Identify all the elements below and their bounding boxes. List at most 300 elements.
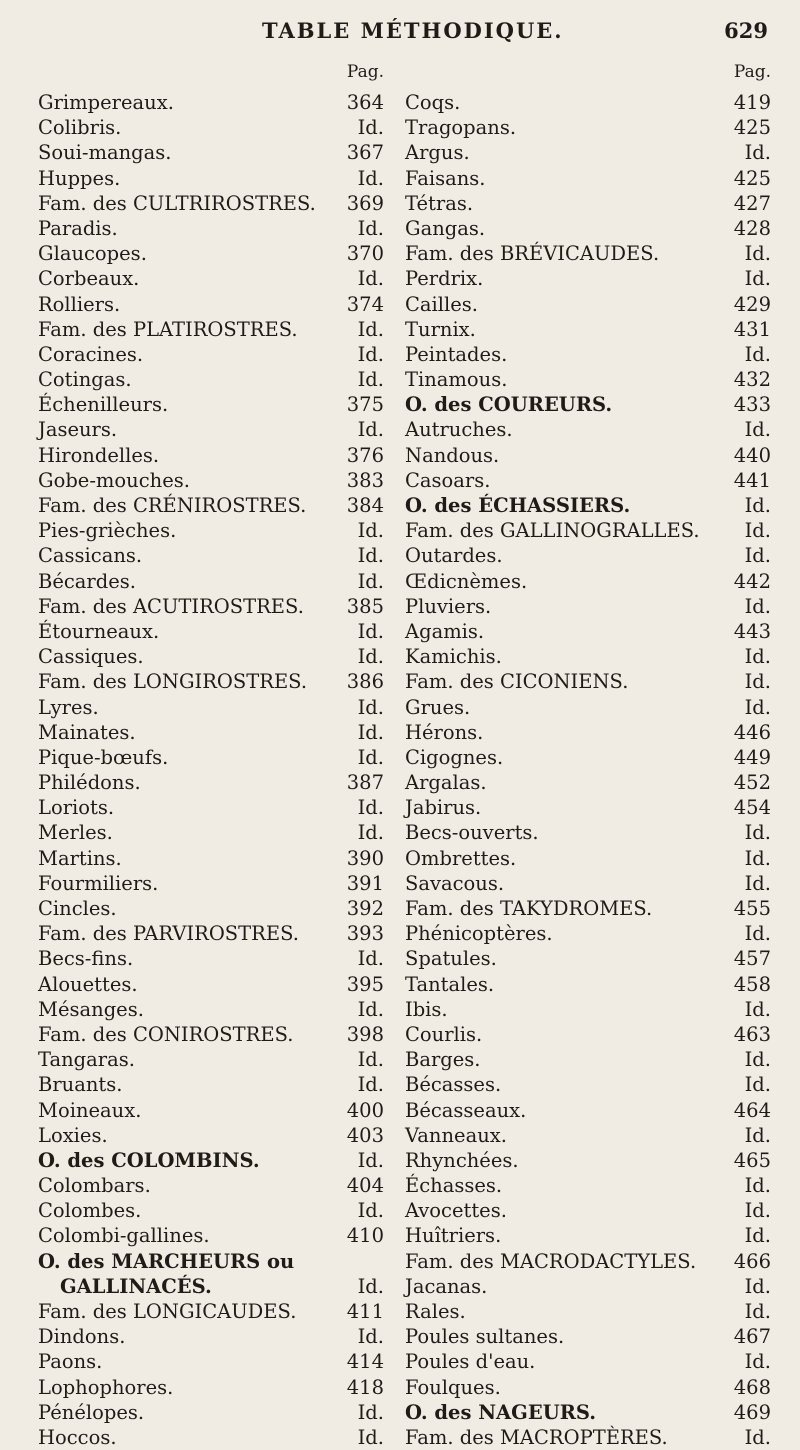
entry-name: Colibris. bbox=[38, 116, 122, 140]
index-entry bbox=[405, 669, 775, 694]
index-entry bbox=[405, 115, 775, 140]
entry-page: Id. bbox=[357, 569, 384, 593]
index-entry bbox=[405, 972, 775, 997]
entry-name: Glaucopes. bbox=[38, 242, 147, 266]
entry-page: Id. bbox=[744, 821, 771, 845]
entry-name: Gangas. bbox=[405, 216, 486, 240]
entry-name: Becs-ouverts. bbox=[405, 821, 539, 845]
index-entry bbox=[38, 1299, 388, 1324]
index-entry bbox=[38, 997, 388, 1022]
index-entry bbox=[38, 292, 388, 317]
entry-name: Pies-grièches. bbox=[38, 519, 177, 543]
entry-name: Autruches. bbox=[405, 418, 513, 442]
index-entry bbox=[38, 946, 388, 971]
entry-name: Kamichis. bbox=[405, 645, 502, 669]
index-entry bbox=[405, 921, 775, 946]
index-entry bbox=[38, 896, 388, 921]
entry-page: 419 bbox=[733, 91, 771, 114]
entry-page: 431 bbox=[733, 317, 771, 341]
entry-name: Tinamous. bbox=[405, 368, 508, 392]
entry-name: Cassicans. bbox=[38, 544, 143, 568]
entry-name: Fam. des BRÉVICAUDES. bbox=[405, 242, 660, 266]
index-entry bbox=[405, 1299, 775, 1324]
index-entry bbox=[38, 1249, 388, 1274]
index-entry bbox=[405, 468, 775, 493]
entry-page: 458 bbox=[733, 972, 771, 996]
entry-name: Gobe-mouches. bbox=[38, 468, 190, 492]
entry-page: Id. bbox=[744, 846, 771, 870]
pag-label: Pag. bbox=[346, 62, 384, 82]
entry-page: Id. bbox=[744, 1300, 771, 1323]
index-entry bbox=[405, 1425, 775, 1450]
index-entry bbox=[38, 468, 388, 493]
entry-name: Corbeaux. bbox=[38, 267, 140, 291]
entry-page: 395 bbox=[346, 972, 384, 996]
index-entry bbox=[405, 569, 775, 594]
entry-name: O. des MARCHEURS ou bbox=[38, 1249, 295, 1273]
entry-name: Nandous. bbox=[405, 443, 500, 467]
entry-name: Fam. des CRÉNIROSTRES. bbox=[38, 494, 307, 517]
entry-page: 468 bbox=[733, 1375, 771, 1399]
entry-page: Id. bbox=[744, 695, 771, 719]
entry-page: 404 bbox=[346, 1174, 384, 1198]
entry-page: 367 bbox=[346, 141, 384, 165]
entry-name: Poules sultanes. bbox=[405, 1325, 565, 1349]
index-entry bbox=[38, 266, 388, 291]
index-entry bbox=[38, 1047, 388, 1072]
entry-name: Martins. bbox=[38, 846, 122, 870]
entry-name: Colombars. bbox=[38, 1174, 151, 1198]
index-entry bbox=[405, 392, 775, 417]
index-entry bbox=[405, 1123, 775, 1148]
index-entry bbox=[405, 367, 775, 392]
entry-name: Cincles. bbox=[38, 897, 117, 920]
entry-page: 370 bbox=[346, 242, 384, 266]
entry-name: Bécardes. bbox=[38, 569, 136, 593]
entry-page: Id. bbox=[357, 216, 384, 240]
entry-page: Id. bbox=[744, 141, 771, 165]
entry-name: Mainates. bbox=[38, 720, 136, 744]
entry-name: Lyres. bbox=[38, 695, 99, 719]
entry-page: 429 bbox=[733, 292, 771, 316]
entry-page: Id. bbox=[357, 720, 384, 744]
entry-name: Grimpereaux. bbox=[38, 91, 174, 114]
entry-name: Argus. bbox=[405, 141, 470, 165]
index-entry bbox=[405, 795, 775, 820]
entry-name: Rales. bbox=[405, 1300, 466, 1323]
entry-name: Courlis. bbox=[405, 1022, 483, 1046]
entry-name: Étourneaux. bbox=[38, 619, 160, 643]
index-entry bbox=[38, 569, 388, 594]
index-entry bbox=[38, 191, 388, 216]
entry-page: 403 bbox=[346, 1123, 384, 1147]
entry-page: 457 bbox=[733, 947, 771, 971]
entry-page: Id. bbox=[357, 1325, 384, 1349]
entry-name: O. des ÉCHASSIERS. bbox=[405, 494, 631, 517]
entry-name: Peintades. bbox=[405, 342, 508, 366]
index-entry bbox=[38, 972, 388, 997]
index-entry bbox=[38, 317, 388, 342]
entry-name: Hérons. bbox=[405, 720, 484, 744]
entry-page: 374 bbox=[346, 292, 384, 316]
entry-page: 418 bbox=[346, 1375, 384, 1399]
entry-page: Id. bbox=[357, 947, 384, 971]
entry-name: Bécasseaux. bbox=[405, 1098, 527, 1122]
entry-page: 383 bbox=[346, 468, 384, 492]
entry-page: 425 bbox=[733, 116, 771, 140]
index-entry bbox=[38, 1148, 388, 1173]
index-entry bbox=[405, 619, 775, 644]
index-entry bbox=[38, 921, 388, 946]
entry-page: Id. bbox=[744, 1174, 771, 1198]
entry-page: Id. bbox=[357, 821, 384, 845]
entry-name: Jabirus. bbox=[405, 796, 482, 820]
index-entry bbox=[38, 1173, 388, 1198]
entry-page: Id. bbox=[744, 1224, 771, 1248]
index-entry bbox=[38, 493, 388, 518]
entry-name: Fam. des MACROPTÈRES. bbox=[405, 1425, 668, 1449]
entry-page: Id. bbox=[357, 166, 384, 190]
index-entry bbox=[38, 770, 388, 795]
entry-page: Id. bbox=[357, 116, 384, 140]
entry-page: 425 bbox=[733, 166, 771, 190]
index-entry bbox=[405, 594, 775, 619]
index-entry bbox=[405, 1349, 775, 1374]
entry-name: Tangaras. bbox=[38, 1048, 135, 1072]
index-entry bbox=[405, 216, 775, 241]
index-entry bbox=[405, 1098, 775, 1123]
entry-page: Id. bbox=[744, 418, 771, 442]
entry-name: Vanneaux. bbox=[405, 1123, 507, 1147]
entry-page: Id. bbox=[744, 670, 771, 694]
entry-page: 440 bbox=[733, 443, 771, 467]
entry-page: 376 bbox=[346, 443, 384, 467]
entry-name: Turnix. bbox=[405, 317, 476, 341]
entry-name: Fam. des LONGICAUDES. bbox=[38, 1300, 297, 1323]
entry-page: 410 bbox=[346, 1224, 384, 1248]
entry-name: Spatules. bbox=[405, 947, 497, 971]
entry-name: Coracines. bbox=[38, 342, 144, 366]
index-entry bbox=[38, 443, 388, 468]
index-entry bbox=[38, 871, 388, 896]
index-entry bbox=[405, 1324, 775, 1349]
entry-page: Id. bbox=[744, 342, 771, 366]
entry-page: 375 bbox=[346, 393, 384, 417]
index-entry bbox=[38, 846, 388, 871]
index-entry bbox=[38, 417, 388, 442]
index-entry bbox=[405, 644, 775, 669]
entry-page: 466 bbox=[733, 1249, 771, 1273]
entry-page: 449 bbox=[733, 745, 771, 769]
index-entry bbox=[38, 241, 388, 266]
right-entry-list bbox=[405, 90, 775, 1450]
index-entry bbox=[38, 1400, 388, 1425]
page-header bbox=[0, 18, 800, 48]
entry-page: 463 bbox=[733, 1022, 771, 1046]
index-entry bbox=[405, 342, 775, 367]
entry-name: Jacanas. bbox=[405, 1274, 488, 1298]
entry-page: Id. bbox=[744, 645, 771, 669]
entry-name: Fam. des CONIROSTRES. bbox=[38, 1022, 294, 1046]
index-entry bbox=[38, 115, 388, 140]
index-entry bbox=[405, 1047, 775, 1072]
entry-page: 446 bbox=[733, 720, 771, 744]
index-entry bbox=[38, 619, 388, 644]
entry-page: Id. bbox=[357, 267, 384, 291]
index-entry bbox=[405, 518, 775, 543]
entry-name: Fam. des MACRODACTYLES. bbox=[405, 1249, 697, 1273]
index-entry bbox=[405, 543, 775, 568]
index-entry bbox=[38, 644, 388, 669]
entry-name: Alouettes. bbox=[38, 972, 138, 996]
entry-page: 432 bbox=[733, 368, 771, 392]
entry-name: Fam. des PARVIROSTRES. bbox=[38, 922, 299, 946]
entry-page: Id. bbox=[357, 1274, 384, 1298]
index-entry bbox=[38, 669, 388, 694]
entry-page: 386 bbox=[346, 670, 384, 694]
index-entry bbox=[38, 140, 388, 165]
entry-page: Id. bbox=[357, 1048, 384, 1072]
index-entry bbox=[405, 1022, 775, 1047]
index-entry bbox=[38, 518, 388, 543]
index-entry bbox=[38, 543, 388, 568]
index-entry bbox=[405, 1173, 775, 1198]
index-entry bbox=[405, 317, 775, 342]
index-entry bbox=[405, 695, 775, 720]
entry-page: Id. bbox=[357, 1425, 384, 1449]
entry-page: Id. bbox=[357, 317, 384, 341]
entry-name: Pique-bœufs. bbox=[38, 745, 169, 769]
entry-name: Fam. des LONGIROSTRES. bbox=[38, 670, 308, 694]
index-entry bbox=[38, 166, 388, 191]
entry-name: Fam. des CULTRIROSTRES. bbox=[38, 191, 316, 215]
entry-name: Œdicnèmes. bbox=[405, 569, 528, 593]
entry-name: GALLINACÉS. bbox=[60, 1274, 212, 1298]
index-entry bbox=[38, 1324, 388, 1349]
index-entry bbox=[405, 493, 775, 518]
entry-page: Id. bbox=[744, 1350, 771, 1374]
entry-page: Id. bbox=[744, 997, 771, 1021]
entry-name: Colombes. bbox=[38, 1199, 142, 1223]
entry-page: 393 bbox=[346, 922, 384, 946]
entry-page: Id. bbox=[357, 1148, 384, 1172]
entry-page: 454 bbox=[733, 796, 771, 820]
index-entry bbox=[405, 720, 775, 745]
index-entry bbox=[38, 1123, 388, 1148]
entry-name: Huppes. bbox=[38, 166, 121, 190]
entry-page: Id. bbox=[357, 1199, 384, 1223]
entry-page: Id. bbox=[744, 519, 771, 543]
pag-label: Pag. bbox=[733, 62, 771, 82]
entry-name: Cassiques. bbox=[38, 645, 144, 669]
entry-page: 414 bbox=[346, 1350, 384, 1374]
entry-name: Moineaux. bbox=[38, 1098, 142, 1122]
entry-name: Merles. bbox=[38, 821, 113, 845]
entry-name: Foulques. bbox=[405, 1375, 501, 1399]
entry-page: 452 bbox=[733, 771, 771, 795]
entry-page: Id. bbox=[357, 1400, 384, 1424]
index-entry bbox=[405, 166, 775, 191]
index-entry bbox=[38, 90, 388, 115]
entry-page: Id. bbox=[357, 1073, 384, 1097]
entry-page: 384 bbox=[346, 494, 384, 517]
entry-name: Fam. des PLATIROSTRES. bbox=[38, 317, 298, 341]
index-entry bbox=[38, 795, 388, 820]
index-entry bbox=[405, 770, 775, 795]
entry-name: Fam. des CICONIENS. bbox=[405, 670, 629, 694]
entry-name: Échenilleurs. bbox=[38, 393, 169, 417]
entry-name: Soui-mangas. bbox=[38, 141, 172, 165]
entry-page: 364 bbox=[346, 91, 384, 114]
index-entry bbox=[38, 1274, 388, 1299]
left-column bbox=[38, 62, 388, 1450]
entry-name: Savacous. bbox=[405, 871, 505, 895]
page-title: TABLE MÉTHODIQUE. bbox=[262, 18, 564, 43]
index-entry bbox=[405, 871, 775, 896]
entry-page: Id. bbox=[357, 368, 384, 392]
entry-page: Id. bbox=[357, 519, 384, 543]
index-entry bbox=[405, 417, 775, 442]
entry-name: Argalas. bbox=[405, 771, 487, 795]
entry-page: 442 bbox=[733, 569, 771, 593]
entry-page: Id. bbox=[744, 1048, 771, 1072]
entry-page: 428 bbox=[733, 216, 771, 240]
entry-name: Hirondelles. bbox=[38, 443, 160, 467]
entry-name: Grues. bbox=[405, 695, 471, 719]
index-entry bbox=[405, 820, 775, 845]
entry-page: 387 bbox=[346, 771, 384, 795]
entry-name: Rolliers. bbox=[38, 292, 121, 316]
index-entry bbox=[38, 820, 388, 845]
entry-name: Tragopans. bbox=[405, 116, 517, 140]
index-entry bbox=[38, 1022, 388, 1047]
left-column-header bbox=[38, 62, 388, 90]
index-entry bbox=[38, 1425, 388, 1450]
entry-page: 443 bbox=[733, 619, 771, 643]
entry-name: Fourmiliers. bbox=[38, 871, 159, 895]
index-entry bbox=[405, 745, 775, 770]
entry-name: Paons. bbox=[38, 1350, 103, 1374]
entry-page: 465 bbox=[733, 1148, 771, 1172]
entry-page: 398 bbox=[346, 1022, 384, 1046]
entry-name: Loriots. bbox=[38, 796, 115, 820]
entry-page: Id. bbox=[744, 544, 771, 568]
entry-page: 464 bbox=[733, 1098, 771, 1122]
index-entry bbox=[38, 216, 388, 241]
entry-name: Lophophores. bbox=[38, 1375, 174, 1399]
entry-name: Philédons. bbox=[38, 771, 141, 795]
entry-name: Colombi-gallines. bbox=[38, 1224, 210, 1248]
entry-name: Cigognes. bbox=[405, 745, 504, 769]
index-entry bbox=[405, 1148, 775, 1173]
entry-page: Id. bbox=[744, 267, 771, 291]
index-entry bbox=[38, 695, 388, 720]
entry-name: Cailles. bbox=[405, 292, 479, 316]
right-column bbox=[405, 62, 775, 1450]
index-entry bbox=[38, 1349, 388, 1374]
entry-name: Pénélopes. bbox=[38, 1400, 145, 1424]
entry-name: Avocettes. bbox=[405, 1199, 507, 1223]
entry-page: Id. bbox=[357, 619, 384, 643]
entry-name: Fam. des ACUTIROSTRES. bbox=[38, 594, 304, 618]
entry-page: Id. bbox=[357, 544, 384, 568]
entry-page: 469 bbox=[733, 1400, 771, 1424]
entry-name: Perdrix. bbox=[405, 267, 484, 291]
index-entry bbox=[405, 191, 775, 216]
entry-name: Faisans. bbox=[405, 166, 486, 190]
index-entry bbox=[38, 1375, 388, 1400]
entry-name: Tantales. bbox=[405, 972, 495, 996]
index-entry bbox=[405, 292, 775, 317]
entry-page: Id. bbox=[357, 695, 384, 719]
index-entry bbox=[405, 896, 775, 921]
entry-name: Fam. des TAKYDROMES. bbox=[405, 897, 653, 920]
index-entry bbox=[38, 1098, 388, 1123]
entry-name: Huîtriers. bbox=[405, 1224, 502, 1248]
entry-page: Id. bbox=[357, 997, 384, 1021]
index-entry bbox=[38, 745, 388, 770]
index-entry bbox=[38, 392, 388, 417]
index-entry bbox=[405, 1223, 775, 1248]
index-entry bbox=[405, 1274, 775, 1299]
entry-page: Id. bbox=[744, 1073, 771, 1097]
entry-page: 369 bbox=[346, 191, 384, 215]
index-entry bbox=[38, 1223, 388, 1248]
index-entry bbox=[38, 594, 388, 619]
entry-name: Dindons. bbox=[38, 1325, 126, 1349]
index-entry bbox=[405, 1400, 775, 1425]
entry-name: Ibis. bbox=[405, 997, 448, 1021]
entry-name: Agamis. bbox=[405, 619, 485, 643]
entry-page: Id. bbox=[357, 418, 384, 442]
left-entry-list bbox=[38, 90, 388, 1450]
entry-page: 385 bbox=[346, 594, 384, 618]
entry-page: Id. bbox=[744, 1199, 771, 1223]
entry-name: Tétras. bbox=[405, 191, 474, 215]
entry-page: 467 bbox=[733, 1325, 771, 1349]
entry-page: 411 bbox=[346, 1300, 384, 1323]
entry-page: 390 bbox=[346, 846, 384, 870]
index-entry bbox=[405, 1249, 775, 1274]
entry-page: 433 bbox=[733, 393, 771, 417]
entry-name: Cotingas. bbox=[38, 368, 132, 392]
entry-name: Hoccos. bbox=[38, 1425, 117, 1449]
entry-name: Jaseurs. bbox=[38, 418, 118, 442]
entry-page: Id. bbox=[357, 745, 384, 769]
entry-page: 392 bbox=[346, 897, 384, 920]
entry-name: Phénicoptères. bbox=[405, 922, 553, 946]
index-entry bbox=[38, 367, 388, 392]
index-entry bbox=[405, 241, 775, 266]
index-entry bbox=[405, 1072, 775, 1097]
index-entry bbox=[405, 90, 775, 115]
entry-name: Bruants. bbox=[38, 1073, 123, 1097]
entry-page: 391 bbox=[346, 871, 384, 895]
entry-name: Mésanges. bbox=[38, 997, 144, 1021]
index-entry bbox=[38, 1198, 388, 1223]
entry-page: 427 bbox=[733, 191, 771, 215]
index-entry bbox=[405, 946, 775, 971]
entry-name: O. des COLOMBINS. bbox=[38, 1148, 260, 1172]
entry-page: Id. bbox=[744, 1123, 771, 1147]
index-entry bbox=[38, 720, 388, 745]
index-entry bbox=[38, 1072, 388, 1097]
index-entry bbox=[405, 1375, 775, 1400]
entry-name: Pluviers. bbox=[405, 594, 492, 618]
entry-page: 441 bbox=[733, 468, 771, 492]
entry-page: Id. bbox=[357, 796, 384, 820]
entry-name: Loxies. bbox=[38, 1123, 108, 1147]
